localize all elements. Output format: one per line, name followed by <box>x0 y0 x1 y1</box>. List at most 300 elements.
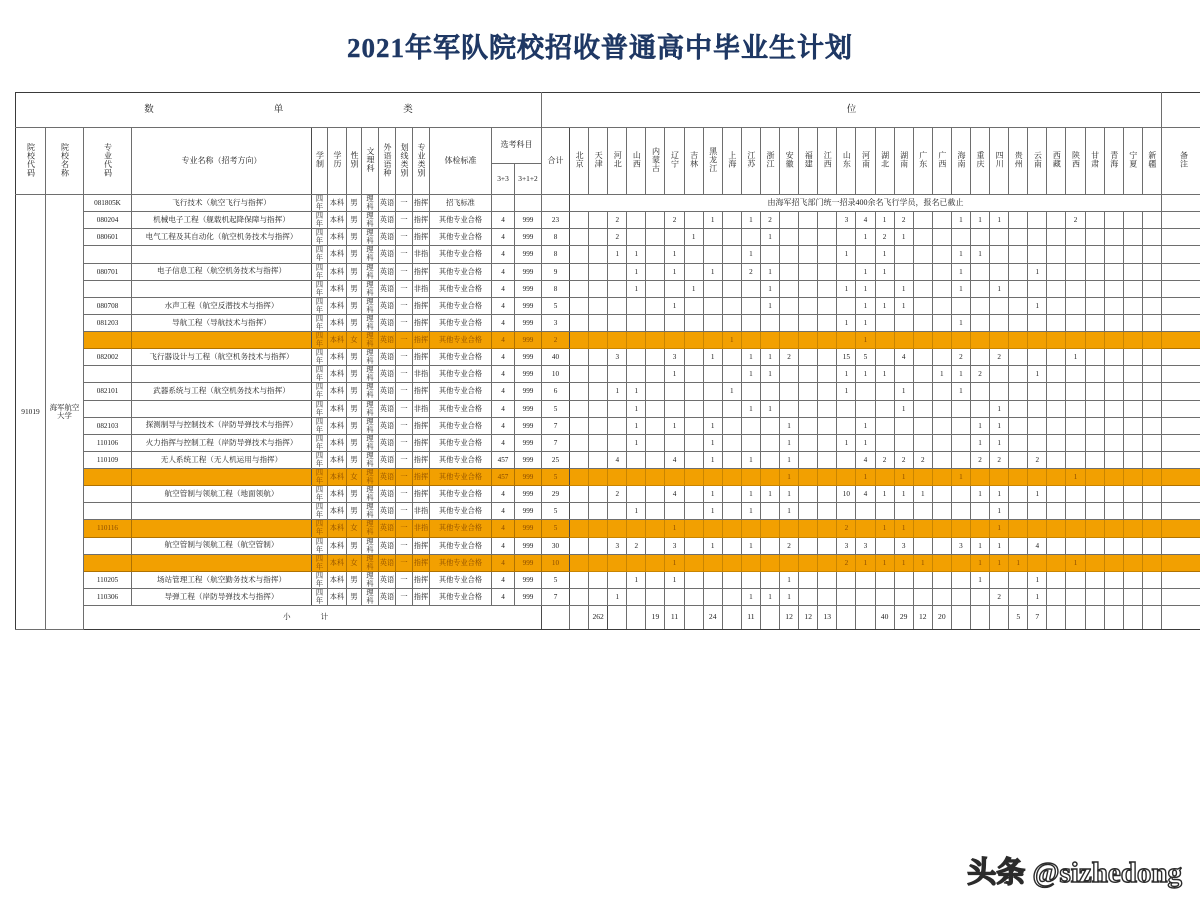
province-cell <box>780 280 799 297</box>
total-cell: 30 <box>542 537 570 554</box>
province-cell <box>589 366 608 383</box>
province-cell: 1 <box>780 503 799 520</box>
major-name-cell: 火力指挥与控制工程（岸防导弹技术与指挥） <box>132 434 312 451</box>
major-name-cell: 飞行器设计与工程（航空机务技术与指挥） <box>132 349 312 366</box>
province-cell <box>1123 554 1142 571</box>
province-cell <box>1104 571 1123 588</box>
province-cell <box>837 229 856 246</box>
province-cell <box>780 366 799 383</box>
degree-cell: 本科 <box>328 383 347 400</box>
line-type-cell: 一 <box>396 588 413 605</box>
major-name-cell: 导弹工程（岸防导弹技术与指挥） <box>132 588 312 605</box>
province-cell: 1 <box>1028 297 1047 314</box>
gender-cell: 男 <box>347 400 362 417</box>
elective-33-cell: 4 <box>492 332 515 349</box>
province-cell <box>760 520 779 537</box>
total-cell: 29 <box>542 486 570 503</box>
th-major-code: 专业代码 <box>84 128 132 195</box>
elective-312-cell: 999 <box>515 554 542 571</box>
province-cell <box>780 314 799 331</box>
province-cell <box>760 571 779 588</box>
gender-cell: 男 <box>347 195 362 212</box>
province-cell <box>684 571 703 588</box>
province-cell <box>894 503 913 520</box>
province-cell <box>570 263 589 280</box>
remark-cell <box>1161 195 1200 212</box>
province-cell <box>1009 417 1028 434</box>
subtotal-province-cell: 20 <box>932 606 951 630</box>
province-cell: 2 <box>970 451 989 468</box>
province-cell: 1 <box>856 332 875 349</box>
province-cell <box>665 434 684 451</box>
province-cell <box>932 417 951 434</box>
province-cell: 3 <box>608 349 627 366</box>
province-cell: 1 <box>627 417 646 434</box>
table-row <box>16 588 1200 605</box>
province-cell <box>760 417 779 434</box>
major-type-cell: 非指 <box>413 246 430 263</box>
remark-cell <box>1161 314 1200 331</box>
province-cell <box>703 366 722 383</box>
total-cell: 6 <box>542 383 570 400</box>
province-cell: 1 <box>875 486 894 503</box>
province-cell: 1 <box>780 588 799 605</box>
province-cell: 1 <box>1066 554 1085 571</box>
province-cell <box>799 297 818 314</box>
province-cell <box>1085 314 1104 331</box>
province-cell <box>1047 486 1066 503</box>
province-cell <box>1047 280 1066 297</box>
remark-cell <box>1161 537 1200 554</box>
province-cell: 1 <box>856 434 875 451</box>
province-cell: 2 <box>837 520 856 537</box>
province-cell <box>703 246 722 263</box>
province-cell <box>608 314 627 331</box>
language-cell: 英语 <box>379 332 396 349</box>
subtotal-province-cell: 12 <box>913 606 932 630</box>
elective-312-cell: 999 <box>515 469 542 486</box>
province-cell: 1 <box>608 383 627 400</box>
elective-33-cell: 4 <box>492 503 515 520</box>
province-cell <box>760 332 779 349</box>
province-cell <box>932 263 951 280</box>
province-cell <box>913 229 932 246</box>
province-cell <box>799 434 818 451</box>
province-cell: 1 <box>990 503 1009 520</box>
th-art-science: 文理科 <box>362 128 379 195</box>
table-row <box>16 280 1200 297</box>
province-cell <box>1123 434 1142 451</box>
province-cell <box>875 434 894 451</box>
subtotal-province-cell <box>1104 606 1123 630</box>
th-physical-standard: 体检标准 <box>430 128 492 195</box>
province-cell <box>1123 332 1142 349</box>
degree-cell: 本科 <box>328 434 347 451</box>
degree-cell: 本科 <box>328 366 347 383</box>
province-cell <box>722 212 741 229</box>
province-cell <box>818 554 837 571</box>
province-cell <box>1142 520 1161 537</box>
province-cell <box>990 297 1009 314</box>
subtotal-province-cell: 24 <box>703 606 722 630</box>
province-cell: 1 <box>627 280 646 297</box>
province-cell <box>684 400 703 417</box>
total-cell: 8 <box>542 280 570 297</box>
degree-cell: 本科 <box>328 246 347 263</box>
banner-word-3: 位 <box>846 105 857 116</box>
art-science-cell: 理 科 <box>362 229 379 246</box>
province-cell <box>627 520 646 537</box>
province-cell: 1 <box>837 280 856 297</box>
province-cell <box>799 332 818 349</box>
province-cell <box>646 332 665 349</box>
province-cell <box>1104 554 1123 571</box>
province-cell: 1 <box>665 571 684 588</box>
province-cell <box>875 469 894 486</box>
language-cell: 英语 <box>379 263 396 280</box>
total-cell: 23 <box>542 212 570 229</box>
province-cell <box>894 366 913 383</box>
province-cell <box>913 571 932 588</box>
province-cell <box>646 537 665 554</box>
gender-cell: 男 <box>347 263 362 280</box>
line-type-cell: 一 <box>396 195 413 212</box>
province-cell <box>875 332 894 349</box>
subtotal-province-cell <box>970 606 989 630</box>
province-cell: 1 <box>1028 366 1047 383</box>
elective-312-cell: 999 <box>515 383 542 400</box>
province-cell <box>627 332 646 349</box>
major-type-cell: 指挥 <box>413 263 430 280</box>
province-cell <box>608 434 627 451</box>
province-cell <box>570 246 589 263</box>
province-cell <box>608 503 627 520</box>
province-cell: 1 <box>722 383 741 400</box>
province-cell: 1 <box>741 246 760 263</box>
th-province-12: 福建 <box>799 128 818 195</box>
province-cell <box>1123 246 1142 263</box>
gender-cell: 男 <box>347 246 362 263</box>
major-name-cell: 水声工程（航空反潜技术与指挥） <box>132 297 312 314</box>
province-cell <box>760 434 779 451</box>
province-cell <box>1009 263 1028 280</box>
language-cell: 英语 <box>379 451 396 468</box>
province-cell <box>589 349 608 366</box>
province-cell: 1 <box>932 366 951 383</box>
province-cell <box>799 469 818 486</box>
degree-cell: 本科 <box>328 280 347 297</box>
province-cell <box>570 451 589 468</box>
major-name-cell <box>132 554 312 571</box>
province-cell <box>1104 588 1123 605</box>
elective-312-cell: 999 <box>515 246 542 263</box>
province-cell <box>1047 434 1066 451</box>
province-cell <box>799 383 818 400</box>
school-code-cell: 91019 <box>16 195 46 630</box>
subtotal-province-cell <box>684 606 703 630</box>
elective-312-cell: 999 <box>515 520 542 537</box>
study-length-cell: 四 年 <box>312 469 328 486</box>
province-cell <box>990 314 1009 331</box>
province-cell <box>799 349 818 366</box>
province-cell: 1 <box>1009 554 1028 571</box>
province-cell <box>818 503 837 520</box>
province-cell <box>1066 571 1085 588</box>
th-degree: 学历 <box>328 128 347 195</box>
province-cell <box>837 451 856 468</box>
province-cell: 1 <box>875 366 894 383</box>
province-cell <box>722 417 741 434</box>
province-cell: 1 <box>894 400 913 417</box>
province-cell: 1 <box>837 314 856 331</box>
province-cell <box>1142 332 1161 349</box>
elective-312-cell: 999 <box>515 332 542 349</box>
subtotal-province-cell: 12 <box>780 606 799 630</box>
elective-312-cell: 999 <box>515 349 542 366</box>
province-cell <box>856 246 875 263</box>
gender-cell: 男 <box>347 229 362 246</box>
th-province-23: 贵州 <box>1009 128 1028 195</box>
line-type-cell: 一 <box>396 469 413 486</box>
th-province-22: 四川 <box>990 128 1009 195</box>
province-cell: 4 <box>1028 537 1047 554</box>
province-cell: 1 <box>780 434 799 451</box>
province-cell: 4 <box>665 451 684 468</box>
elective-33-cell: 4 <box>492 588 515 605</box>
province-cell: 1 <box>741 486 760 503</box>
province-cell <box>722 469 741 486</box>
province-cell: 2 <box>970 366 989 383</box>
province-cell <box>589 520 608 537</box>
language-cell: 英语 <box>379 554 396 571</box>
province-cell <box>913 400 932 417</box>
table-row <box>16 537 1200 554</box>
province-cell <box>646 417 665 434</box>
province-cell <box>1009 246 1028 263</box>
th-province-25: 西藏 <box>1047 128 1066 195</box>
elective-33-cell: 4 <box>492 417 515 434</box>
major-type-cell: 非指 <box>413 503 430 520</box>
major-code-cell: 082103 <box>84 417 132 434</box>
province-cell <box>1085 212 1104 229</box>
province-cell: 4 <box>608 451 627 468</box>
language-cell: 英语 <box>379 400 396 417</box>
province-cell <box>894 314 913 331</box>
language-cell: 英语 <box>379 195 396 212</box>
th-province-26: 陕西 <box>1066 128 1085 195</box>
header-row-main <box>16 128 1200 164</box>
province-cell: 1 <box>741 451 760 468</box>
degree-cell: 本科 <box>328 229 347 246</box>
province-cell: 1 <box>703 451 722 468</box>
province-cell <box>1028 332 1047 349</box>
province-cell <box>684 417 703 434</box>
province-cell <box>856 400 875 417</box>
province-cell <box>894 263 913 280</box>
province-cell <box>818 349 837 366</box>
subtotal-province-cell: 19 <box>646 606 665 630</box>
study-length-cell: 四 年 <box>312 554 328 571</box>
province-cell <box>627 212 646 229</box>
th-province-9: 江苏 <box>741 128 760 195</box>
physical-standard-cell: 其他专业合格 <box>430 280 492 297</box>
province-cell <box>1009 451 1028 468</box>
province-cell <box>589 383 608 400</box>
province-cell <box>1009 383 1028 400</box>
province-cell <box>837 469 856 486</box>
province-cell <box>570 469 589 486</box>
art-science-cell: 理 科 <box>362 571 379 588</box>
province-cell <box>913 383 932 400</box>
province-cell <box>913 263 932 280</box>
province-cell <box>1085 332 1104 349</box>
gender-cell: 男 <box>347 434 362 451</box>
gender-cell: 男 <box>347 314 362 331</box>
province-cell <box>1047 503 1066 520</box>
province-cell <box>1085 280 1104 297</box>
province-cell <box>1104 537 1123 554</box>
province-cell: 1 <box>760 366 779 383</box>
elective-312-cell: 999 <box>515 314 542 331</box>
province-cell <box>608 297 627 314</box>
physical-standard-cell: 其他专业合格 <box>430 246 492 263</box>
remark-cell <box>1161 212 1200 229</box>
major-type-cell: 指挥 <box>413 297 430 314</box>
province-cell <box>1123 503 1142 520</box>
language-cell: 英语 <box>379 486 396 503</box>
province-cell <box>608 520 627 537</box>
major-type-cell: 指挥 <box>413 229 430 246</box>
major-type-cell: 指挥 <box>413 383 430 400</box>
major-name-cell <box>132 520 312 537</box>
province-cell <box>646 349 665 366</box>
province-cell <box>627 486 646 503</box>
province-cell <box>1104 451 1123 468</box>
subtotal-row <box>16 606 1200 630</box>
province-cell <box>875 503 894 520</box>
th-language: 外语语种 <box>379 128 396 195</box>
province-cell <box>627 554 646 571</box>
province-cell: 1 <box>741 503 760 520</box>
province-cell <box>799 486 818 503</box>
province-cell <box>1142 588 1161 605</box>
remark-cell <box>1161 554 1200 571</box>
th-province-27: 甘肃 <box>1085 128 1104 195</box>
province-cell <box>665 400 684 417</box>
province-cell <box>1009 537 1028 554</box>
art-science-cell: 理 科 <box>362 263 379 280</box>
province-cell: 1 <box>703 434 722 451</box>
province-cell: 3 <box>951 537 970 554</box>
gender-cell: 男 <box>347 280 362 297</box>
province-cell <box>646 434 665 451</box>
major-name-cell: 航空管制与领航工程（航空管制） <box>132 537 312 554</box>
language-cell: 英语 <box>379 349 396 366</box>
province-cell: 1 <box>951 314 970 331</box>
province-cell <box>818 212 837 229</box>
province-cell <box>1104 280 1123 297</box>
subtotal-province-cell <box>990 606 1009 630</box>
province-cell: 1 <box>741 588 760 605</box>
language-cell: 英语 <box>379 212 396 229</box>
province-cell: 2 <box>627 537 646 554</box>
province-cell <box>818 434 837 451</box>
province-cell: 1 <box>1066 349 1085 366</box>
elective-33-cell: 4 <box>492 246 515 263</box>
subtotal-province-cell: 5 <box>1009 606 1028 630</box>
province-cell <box>970 314 989 331</box>
table-row <box>16 434 1200 451</box>
province-cell <box>799 366 818 383</box>
province-cell <box>818 246 837 263</box>
elective-312-cell: 999 <box>515 229 542 246</box>
banner-word-0: 数 <box>144 104 154 115</box>
province-cell: 1 <box>780 417 799 434</box>
watermark <box>967 850 1182 891</box>
province-cell <box>760 554 779 571</box>
province-cell <box>1066 229 1085 246</box>
province-cell <box>856 383 875 400</box>
gender-cell: 男 <box>347 417 362 434</box>
major-name-cell: 航空管制与领航工程（地面领航） <box>132 486 312 503</box>
province-cell <box>722 349 741 366</box>
province-cell: 1 <box>951 366 970 383</box>
province-cell <box>1142 400 1161 417</box>
physical-standard-cell: 其他专业合格 <box>430 554 492 571</box>
major-code-cell: 110116 <box>84 520 132 537</box>
province-cell <box>570 434 589 451</box>
subtotal-province-cell <box>1066 606 1085 630</box>
province-cell <box>1009 332 1028 349</box>
art-science-cell: 理 科 <box>362 280 379 297</box>
degree-cell: 本科 <box>328 263 347 280</box>
province-cell <box>627 366 646 383</box>
province-cell: 1 <box>894 486 913 503</box>
province-cell <box>646 503 665 520</box>
province-cell <box>799 554 818 571</box>
subtotal-e33-cell <box>542 606 570 630</box>
province-cell <box>818 383 837 400</box>
gender-cell: 女 <box>347 520 362 537</box>
th-province-28: 青海 <box>1104 128 1123 195</box>
line-type-cell: 一 <box>396 297 413 314</box>
province-cell <box>1142 503 1161 520</box>
province-cell <box>1142 486 1161 503</box>
province-cell <box>799 451 818 468</box>
major-name-cell <box>132 332 312 349</box>
banner-row <box>16 93 1200 128</box>
remark-cell <box>1161 297 1200 314</box>
province-cell <box>1123 537 1142 554</box>
province-cell <box>1142 314 1161 331</box>
province-cell: 1 <box>894 520 913 537</box>
province-cell <box>1009 486 1028 503</box>
province-cell <box>1142 212 1161 229</box>
province-cell: 1 <box>970 486 989 503</box>
elective-33-cell: 457 <box>492 469 515 486</box>
province-cell <box>1085 229 1104 246</box>
physical-standard-cell: 其他专业合格 <box>430 263 492 280</box>
province-cell: 2 <box>990 451 1009 468</box>
province-cell <box>1066 297 1085 314</box>
province-cell <box>684 434 703 451</box>
note-cell: 由海军招飞部门统一招录400余名飞行学员，报名已截止 <box>570 195 1162 212</box>
province-cell <box>951 486 970 503</box>
study-length-cell: 四 年 <box>312 229 328 246</box>
province-cell <box>1028 469 1047 486</box>
degree-cell: 本科 <box>328 520 347 537</box>
province-cell <box>1085 451 1104 468</box>
